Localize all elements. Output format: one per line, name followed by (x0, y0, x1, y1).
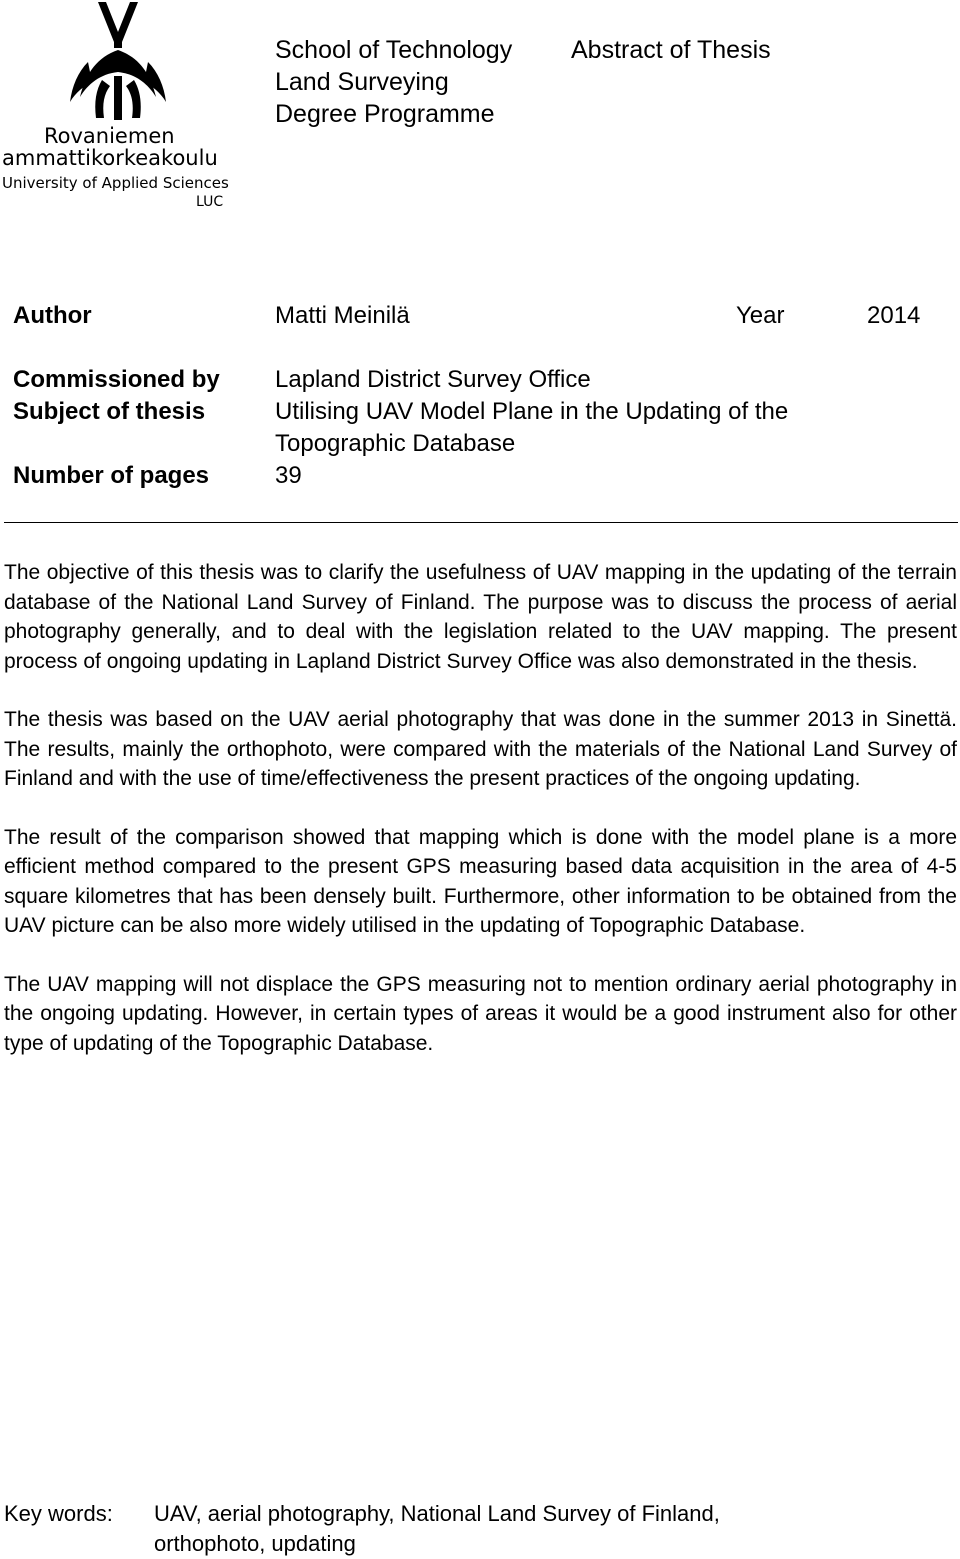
school-name: School of Technology (275, 36, 513, 64)
commissioned-by-label: Commissioned by (13, 366, 220, 393)
programme-name: Land Surveying (275, 68, 449, 96)
logo-text-line: Rovaniemen (44, 124, 175, 148)
pages-value: 39 (275, 462, 302, 489)
school-info (275, 34, 512, 130)
pages-label: Number of pages (13, 462, 210, 489)
logo-text-line: University of Applied Sciences (2, 174, 229, 192)
abstract-paragraph: The result of the comparison showed that mapping which is done with the model plane is a more efficient method compared to the present GPS measuring based data acquisition in the area of 4-5 square kilometres that has been densely built. Furthermore, other information to be obtained from the UAV picture can be also more widely utilised in the updating of Topographic Database. (4, 825, 957, 937)
author-value: Matti Meinilä (275, 302, 410, 329)
abstract-paragraph: The thesis was based on the UAV aerial photography that was done in the summer 2013 in Sinettä. The results, mainly the orthophoto, were compared with the materials of the National Land Survey of Finland and with the use of time/effectiveness the present practices of the ongoing updating. (4, 708, 957, 790)
keywords-line: UAV, aerial photography, National Land Survey of Finland, (154, 1501, 720, 1526)
subject-label: Subject of thesis (13, 398, 206, 425)
document-type: Abstract of Thesis (571, 36, 771, 64)
logo-text-line: LUC (196, 194, 224, 210)
keywords-label: Key words: (4, 1501, 113, 1526)
university-logo-icon (58, 2, 178, 122)
author-label: Author (13, 302, 92, 329)
keywords-value (154, 1499, 854, 1559)
logo-text-line: ammattikorkeakoulu (2, 146, 218, 170)
divider (4, 522, 958, 523)
abstract-paragraph: The objective of this thesis was to clarify the usefulness of UAV mapping in the updating of the terrain database of the National Land Survey of Finland. The purpose was to discuss the process of aerial photography generally, and to deal with the legislation related to the UAV mapping. The present process of ongoing updating in Lapland District Survey Office was also demonstrated in the thesis. (4, 561, 957, 673)
keywords-line: orthophoto, updating (154, 1531, 356, 1556)
abstract-body (4, 558, 957, 1087)
abstract-paragraph: The UAV mapping will not displace the GPS measuring not to mention ordinary aerial photography in the ongoing updating. However, in certain types of areas it would be a good instrument also for other type of updating of the Topographic Database. (4, 972, 957, 1055)
programme-type: Degree Programme (275, 100, 495, 128)
year-label: Year (736, 302, 785, 329)
year-value: 2014 (867, 302, 921, 329)
commissioned-by-value: Lapland District Survey Office (275, 366, 591, 393)
subject-value: Utilising UAV Model Plane in the Updating of the Topographic Database (275, 398, 789, 457)
